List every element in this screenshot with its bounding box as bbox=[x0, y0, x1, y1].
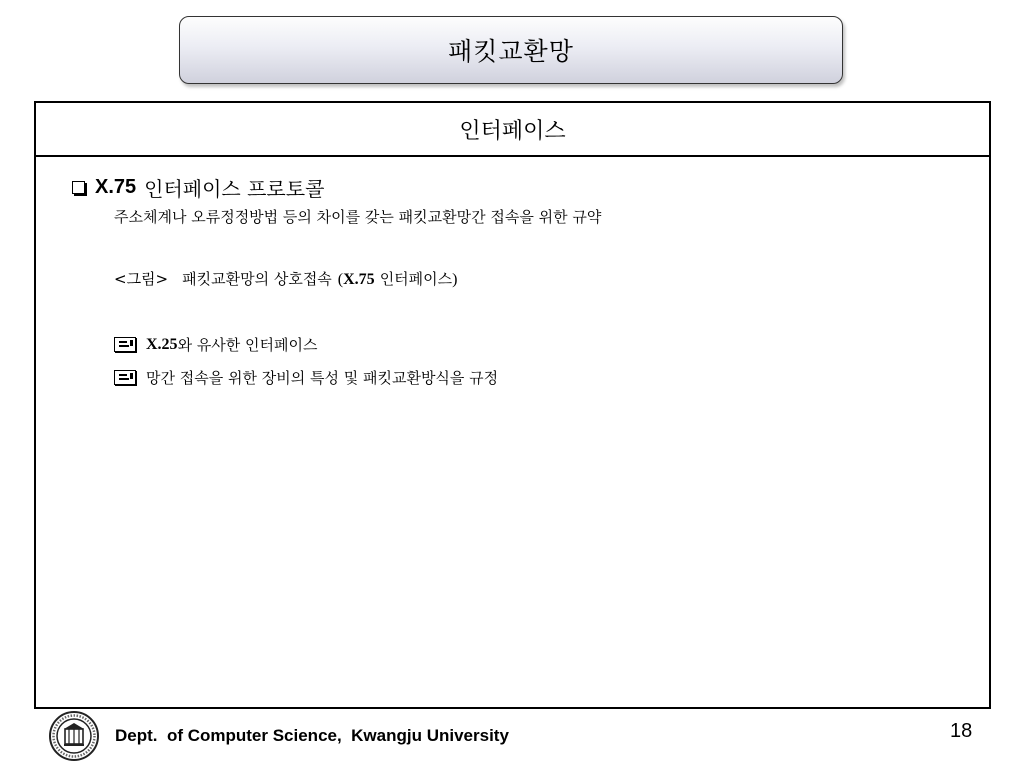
sub-item-code: X.25 bbox=[146, 335, 178, 353]
bullet-heading-text: 인터페이스 프로토콜 bbox=[144, 177, 325, 201]
caption-paren-close: ) bbox=[452, 271, 458, 288]
sub-item bbox=[114, 334, 318, 355]
title-bar bbox=[179, 16, 843, 84]
bullet-heading-code: X.75 bbox=[95, 176, 137, 198]
sub-item-text: 망간 접속을 위한 장비의 특성 및 패킷교환방식을 규정 bbox=[146, 369, 499, 387]
note-icon bbox=[114, 337, 136, 352]
page-number: 18 bbox=[950, 720, 973, 742]
slide-title: 패킷교환망 bbox=[448, 37, 574, 66]
figure-caption bbox=[114, 268, 457, 289]
footer-text: Dept. of Computer Science, Kwangju University bbox=[115, 726, 509, 745]
section-header-text: 인터페이스 bbox=[459, 118, 566, 144]
sub-item bbox=[114, 367, 498, 388]
caption-text: 패킷교환망의 상호접속 bbox=[182, 270, 332, 288]
checkbox-bullet-icon bbox=[72, 181, 85, 194]
bullet-description: 주소체계나 오류정정방법 등의 차이를 갖는 패킷교환망간 접속을 위한 규약 bbox=[114, 208, 602, 226]
sub-item-text: 와 유사한 인터페이스 bbox=[177, 336, 318, 354]
caption-paren-open: ( bbox=[337, 271, 344, 288]
content-box bbox=[34, 101, 991, 709]
section-header bbox=[36, 103, 989, 157]
caption-code: X.75 bbox=[343, 271, 375, 288]
bullet-heading bbox=[72, 173, 324, 202]
university-seal-icon bbox=[48, 710, 100, 762]
caption-prefix: <그림> bbox=[114, 270, 169, 288]
note-icon bbox=[114, 370, 136, 385]
caption-tail: 인터페이스 bbox=[379, 270, 453, 288]
